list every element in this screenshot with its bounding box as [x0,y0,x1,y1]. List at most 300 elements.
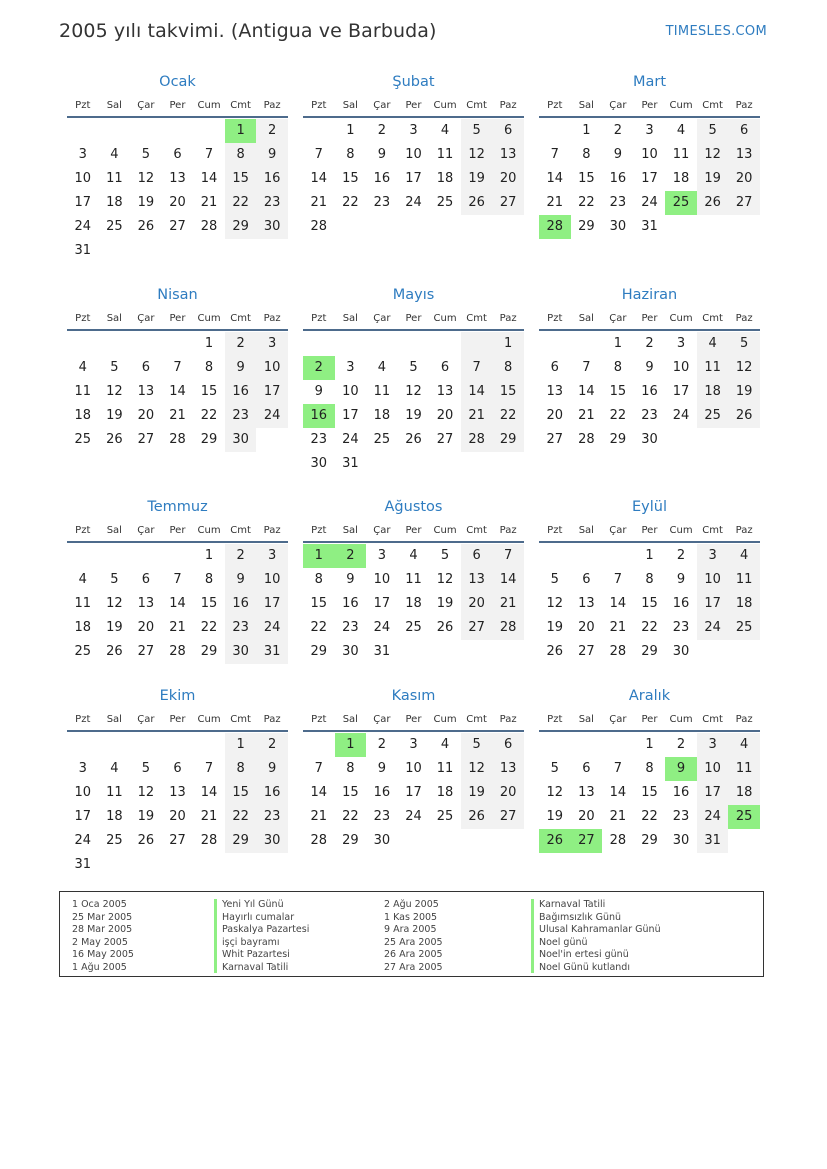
empty-cell [193,853,225,877]
weekday-label: Cum [197,525,221,536]
weekday-label: Çar [373,525,391,536]
day-cell: 8 [204,359,214,375]
day-cell: 13 [546,383,564,399]
week-row [303,119,524,143]
legend-holiday-name: Bağımsızlık Günü [539,911,622,923]
day-cell: 22 [310,620,328,635]
day-cell: 4 [728,733,760,757]
day-cell: 13 [461,568,493,592]
day-cell: 18 [106,809,123,824]
day-cell: 5 [110,359,119,375]
day-cell: 14 [169,596,186,611]
weekday-label: Pzt [311,100,327,111]
day-cell: 2 [303,356,335,380]
empty-cell [130,733,162,757]
day-cell: 22 [342,195,359,210]
week-row [67,356,288,380]
week-row [67,215,288,239]
day-cell: 27 [578,644,595,659]
day-cell: 28 [492,616,524,640]
empty-cell [67,544,99,568]
day-cell: 20 [461,592,493,616]
empty-cell [225,239,257,263]
day-cell: 13 [137,383,155,399]
week-row [67,568,288,592]
day-cell: 22 [225,191,257,215]
empty-cell [366,452,398,476]
weekday-label: Paz [735,312,753,324]
day-cell: 5 [550,572,559,587]
weekday-label: Per [641,714,658,725]
day-cell: 12 [106,383,123,399]
day-cell: 6 [550,359,559,375]
day-cell: 9 [377,761,387,776]
day-cell: 23 [225,404,257,428]
empty-cell [303,332,335,356]
weekday-header [303,309,524,331]
day-cell: 21 [169,407,186,423]
day-cell: 23 [310,431,328,447]
day-cell: 19 [137,809,155,824]
weekday-label: Sal [578,100,594,111]
legend-date: 25 Ara 2005 [384,936,443,948]
day-cell: 11 [436,761,454,776]
day-cell: 18 [74,620,92,635]
week-row [67,616,288,640]
day-cell: 22 [200,620,218,635]
day-cell: 10 [74,785,92,800]
week-row [303,191,524,215]
day-cell: 25 [373,431,391,447]
empty-cell [193,733,225,757]
day-cell: 21 [200,195,218,210]
day-cell: 30 [672,833,690,848]
day-cell: 14 [310,171,328,186]
day-cell: 18 [672,171,690,186]
empty-cell [697,640,729,664]
empty-cell [461,829,493,853]
day-cell: 25 [74,431,92,447]
legend-dates-column-2 [384,899,531,976]
day-cell: 31 [74,857,92,872]
weekday-label: Çar [609,100,627,111]
day-cell: 27 [546,431,564,447]
empty-cell [492,640,524,664]
weekday-label: Per [405,714,422,725]
day-cell: 30 [342,644,359,659]
day-cell: 30 [310,455,328,471]
day-cell: 19 [461,167,493,191]
day-cell: 5 [141,761,151,776]
empty-cell [303,119,335,143]
day-cell: 20 [436,407,454,423]
weekday-label: Çar [609,525,627,536]
legend-date: 2 May 2005 [72,936,128,948]
empty-cell [67,332,99,356]
month-name: Ekim [159,688,196,704]
weekday-label: Cmt [466,312,487,324]
day-cell: 20 [137,407,155,423]
day-cell: 28 [609,833,627,848]
day-cell: 24 [256,616,288,640]
week-row [539,544,760,568]
day-cell: 5 [728,332,760,356]
week-row [67,428,288,452]
empty-cell [492,829,524,853]
day-cell: 1 [645,548,654,563]
week-row [539,380,760,404]
day-cell: 10 [342,383,359,399]
day-cell: 2 [225,332,257,356]
day-cell: 10 [256,356,288,380]
day-cell: 23 [672,620,690,635]
weekday-label: Cum [669,714,693,725]
empty-cell [665,428,697,452]
day-cell: 14 [609,785,627,800]
day-cell: 23 [373,195,391,210]
legend-dates-column-1 [72,899,214,976]
day-cell: 16 [373,171,391,186]
day-cell: 27 [169,833,186,848]
day-cell: 29 [641,644,658,659]
day-cell: 6 [141,572,151,587]
day-cell: 5 [110,572,119,587]
day-cell: 13 [578,785,595,800]
day-cell: 22 [609,407,627,423]
day-cell: 24 [373,620,391,635]
day-cell: 6 [141,359,151,375]
empty-cell [398,640,430,664]
day-cell: 12 [546,785,564,800]
weekday-label: Cmt [702,312,723,324]
day-cell: 30 [672,644,690,659]
week-row [303,829,524,853]
week-row [303,568,524,592]
legend-date: 27 Ara 2005 [384,961,443,973]
day-cell: 9 [256,757,288,781]
day-cell: 14 [546,171,564,186]
day-cell: 11 [672,147,690,162]
day-cell: 13 [492,757,524,781]
day-cell: 7 [314,147,323,162]
week-row [67,829,288,853]
day-cell: 31 [74,243,92,258]
week-row [539,356,760,380]
weekday-label: Sal [342,312,358,324]
day-cell: 16 [256,167,288,191]
empty-cell [67,119,99,143]
day-cell: 8 [225,143,257,167]
day-cell: 7 [492,544,524,568]
day-cell: 1 [346,123,355,138]
day-cell: 16 [225,592,257,616]
day-cell: 17 [256,592,288,616]
day-cell: 19 [728,380,760,404]
empty-cell [256,239,288,263]
day-cell: 3 [78,147,87,162]
week-row [67,805,288,829]
day-cell: 7 [204,761,214,776]
empty-cell [398,215,430,239]
empty-cell [162,119,194,143]
month-name: Temmuz [147,499,208,515]
day-cell: 26 [106,644,123,659]
empty-cell [429,215,461,239]
week-row [67,239,288,263]
day-cell: 10 [74,171,92,186]
weekday-label: Paz [735,714,753,725]
week-row [303,215,524,239]
day-cell: 6 [492,119,524,143]
empty-cell [162,544,194,568]
week-row [539,332,760,356]
weekday-header [539,309,760,331]
empty-cell [398,829,430,853]
day-cell: 30 [256,829,288,853]
month-name: Nisan [157,286,198,303]
day-cell: 28 [539,215,571,239]
empty-cell [539,332,571,356]
day-cell: 25 [728,805,760,829]
day-cell: 11 [728,568,760,592]
day-cell: 2 [377,123,387,138]
day-cell: 29 [342,833,359,848]
week-row [303,733,524,757]
week-row [539,757,760,781]
day-cell: 8 [645,761,654,776]
day-cell: 21 [461,404,493,428]
day-cell: 26 [137,219,155,234]
day-cell: 6 [492,733,524,757]
day-cell: 13 [492,143,524,167]
day-cell: 28 [200,219,218,234]
day-cell: 6 [461,544,493,568]
week-row [67,119,288,143]
holiday-legend [59,891,764,977]
page-title: 2005 yılı takvimi. (Antigua ve Barbuda) [59,20,437,42]
day-cell: 8 [613,359,623,375]
day-cell: 25 [106,219,123,234]
month-12 [539,687,760,900]
weekday-label: Per [405,312,422,324]
weekday-label: Cum [669,525,693,536]
weekday-label: Paz [499,714,517,725]
day-cell: 5 [550,761,559,776]
week-row [67,853,288,877]
day-cell: 8 [225,757,257,781]
day-cell: 9 [613,147,623,162]
day-cell: 28 [578,431,595,447]
day-cell: 10 [672,359,690,375]
day-cell: 7 [314,761,323,776]
weekday-label: Cum [669,100,693,111]
day-cell: 24 [405,195,422,210]
month-5 [303,286,524,499]
weekday-label: Per [641,525,658,536]
day-cell: 29 [200,644,218,659]
day-cell: 13 [169,785,186,800]
day-cell: 14 [310,785,328,800]
empty-cell [193,119,225,143]
day-cell: 24 [405,809,422,824]
empty-cell [67,733,99,757]
day-cell: 27 [436,431,454,447]
day-cell: 17 [342,407,359,423]
day-cell: 1 [204,548,214,563]
day-cell: 25 [728,616,760,640]
weekday-label: Cmt [702,525,723,536]
empty-cell [728,640,760,664]
day-cell: 13 [137,596,155,611]
day-cell: 16 [342,596,359,611]
weekday-label: Çar [137,714,155,725]
empty-cell [99,239,131,263]
empty-cell [571,544,603,568]
weekday-label: Per [405,100,422,111]
weekday-label: Sal [106,525,122,536]
legend-holiday-name: Karnaval Tatili [539,899,606,910]
weekday-label: Cmt [230,312,251,324]
day-cell: 17 [641,171,658,186]
day-cell: 15 [578,171,595,186]
day-cell: 30 [373,833,391,848]
empty-cell [335,332,367,356]
weekday-label: Çar [137,100,155,111]
day-cell: 28 [609,644,627,659]
day-cell: 11 [728,757,760,781]
weekday-label: Paz [263,312,281,324]
week-row [67,404,288,428]
weekday-label: Paz [499,100,517,111]
day-cell: 28 [169,431,186,447]
day-cell: 1 [582,123,591,138]
day-cell: 19 [106,620,123,635]
day-cell: 29 [609,431,627,447]
week-row [67,733,288,757]
day-cell: 26 [405,431,422,447]
empty-cell [602,544,634,568]
month-6 [539,286,760,499]
day-cell: 4 [728,544,760,568]
day-cell: 21 [546,195,564,210]
day-cell: 29 [578,219,595,234]
day-cell: 27 [728,191,760,215]
weekday-label: Cmt [702,100,723,111]
empty-cell [130,239,162,263]
empty-cell [571,332,603,356]
weekday-label: Pzt [75,714,91,725]
day-cell: 21 [578,407,595,423]
day-cell: 25 [665,191,697,215]
day-cell: 13 [436,383,454,399]
day-cell: 18 [373,407,391,423]
day-cell: 30 [256,215,288,239]
day-cell: 19 [436,596,454,611]
weekday-label: Çar [609,312,627,324]
weekday-label: Per [169,525,186,536]
month-name: Mayıs [392,286,435,303]
day-cell: 3 [256,332,288,356]
day-cell: 26 [697,191,729,215]
empty-cell [99,853,131,877]
day-cell: 9 [346,572,355,587]
week-row [539,167,760,191]
month-10 [67,687,288,900]
weekday-label: Çar [373,100,391,111]
weekday-header [303,710,524,732]
legend-names-column-1 [214,899,384,973]
day-cell: 26 [461,191,493,215]
day-cell: 5 [697,119,729,143]
day-cell: 22 [641,620,658,635]
weekday-label: Çar [373,714,391,725]
day-cell: 3 [645,123,654,138]
weekday-label: Paz [735,525,753,536]
weekday-label: Sal [342,714,358,725]
month-11 [303,687,524,900]
empty-cell [99,544,131,568]
day-cell: 20 [728,167,760,191]
day-cell: 7 [613,761,623,776]
day-cell: 15 [342,785,359,800]
day-cell: 26 [728,404,760,428]
day-cell: 21 [310,195,328,210]
empty-cell [366,215,398,239]
weekday-label: Cmt [466,100,487,111]
day-cell: 17 [697,592,729,616]
day-cell: 15 [609,383,627,399]
legend-date: 16 May 2005 [72,949,134,960]
empty-cell [429,452,461,476]
day-cell: 15 [225,781,257,805]
week-row [539,640,760,664]
brand-link[interactable]: TIMESLES.COM [665,24,767,39]
day-cell: 14 [609,596,627,611]
legend-date: 26 Ara 2005 [384,949,443,960]
day-cell: 10 [405,147,422,162]
day-cell: 11 [697,356,729,380]
weekday-label: Pzt [547,100,563,111]
empty-cell [697,215,729,239]
day-cell: 6 [440,359,450,375]
empty-cell [130,332,162,356]
weekday-label: Cum [669,312,693,324]
week-row [67,592,288,616]
day-cell: 9 [314,383,323,399]
empty-cell [99,332,131,356]
weekday-label: Cum [433,525,457,536]
empty-cell [398,452,430,476]
legend-holiday-name: Hayırlı cumalar [222,911,295,923]
day-cell: 28 [461,428,493,452]
day-cell: 21 [200,809,218,824]
day-cell: 1 [204,335,214,351]
week-row [303,544,524,568]
day-cell: 8 [645,572,654,587]
day-cell: 26 [137,833,155,848]
day-cell: 5 [440,548,450,563]
day-cell: 22 [578,195,595,210]
weekday-label: Paz [499,525,517,536]
weekday-label: Çar [609,714,627,725]
legend-holiday-name: Ulusal Kahramanlar Günü [539,924,661,935]
day-cell: 2 [676,548,686,563]
empty-cell [335,215,367,239]
legend-holiday-name: Yeni Yıl Günü [222,899,284,910]
weekday-label: Per [169,100,186,111]
day-cell: 25 [436,195,454,210]
weekday-label: Sal [342,100,358,111]
